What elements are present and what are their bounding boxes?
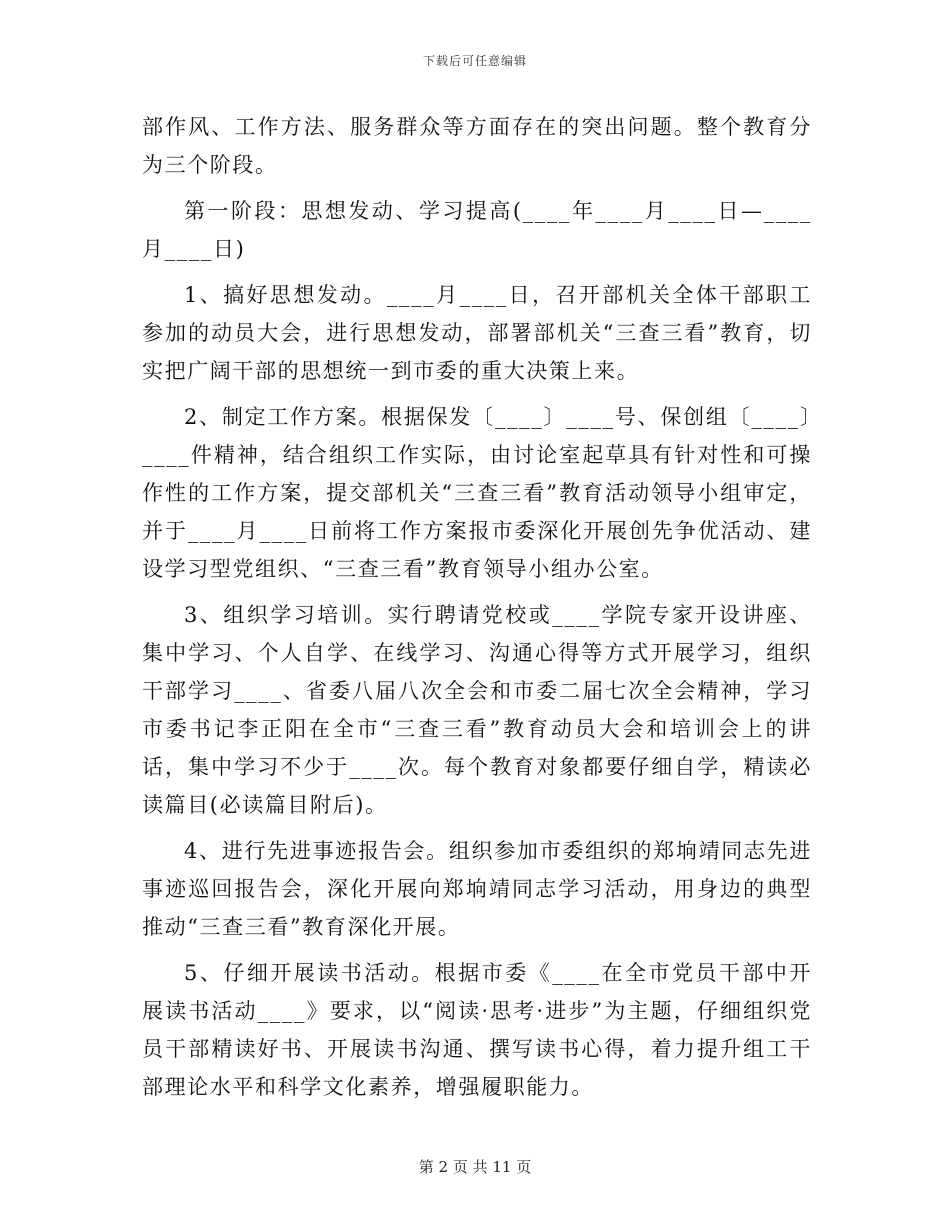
paragraph-continuation: 部作风、工作方法、服务群众等方面存在的突出问题。整个教育分为三个阶段。 (142, 115, 812, 177)
paragraph-item-2: 2、制定工作方案。根据保发〔____〕____号、保创组〔____〕____件精神，结合组织工作实际，由讨论室起草具有针对性和可操作性的工作方案，提交部机关“三查三看”教育活动领导小组审定，并于____月____日前将工作方案报市委深化开展创先争优活动、建设学习型党组织、“三查三看”教育领导小组办公室。 (142, 405, 812, 581)
page-header-note: 下载后可任意编辑 (422, 54, 527, 68)
paragraph-item-1: 1、搞好思想发动。____月____日，召开部机关全体干部职工参加的动员大会，进行思想发动，部署部机关“三查三看”教育，切实把广阔干部的思想统一到市委的重大决策上来。 (142, 283, 812, 383)
document-body (142, 108, 812, 1114)
paragraph-item-4: 4、进行先进事迹报告会。组织参加市委组织的郑垧靖同志先进事迹巡回报告会，深化开展向郑垧靖同志学习活动，用身边的典型推动“三查三看”教育深化开展。 (142, 839, 812, 939)
paragraph-stage-one-heading: 第一阶段：思想发动、学习提高(____年____月____日—____月____日) (142, 199, 812, 261)
paragraph-item-3: 3、组织学习培训。实行聘请党校或____学院专家开设讲座、集中学习、个人自学、在线学习、沟通心得等方式开展学习，组织干部学习____、省委八届八次全会和市委二届七次全会精神，学习市委书记李正阳在全市“三查三看”教育动员大会和培训会上的讲话，集中学习不少于____次。每个教育对象都要仔细自学，精读必读篇目(必读篇目附后)。 (142, 603, 812, 817)
page-number: 第 2 页 共 11 页 (418, 1158, 532, 1176)
paragraph-item-5: 5、仔细开展读书活动。根据市委《____在全市党员干部中开展读书活动____》要求，以“阅读·思考·进步”为主题，仔细组织党员干部精读好书、开展读书沟通、撰写读书心得，着力提升组工干部理论水平和科学文化素养，增强履职能力。 (142, 961, 812, 1099)
